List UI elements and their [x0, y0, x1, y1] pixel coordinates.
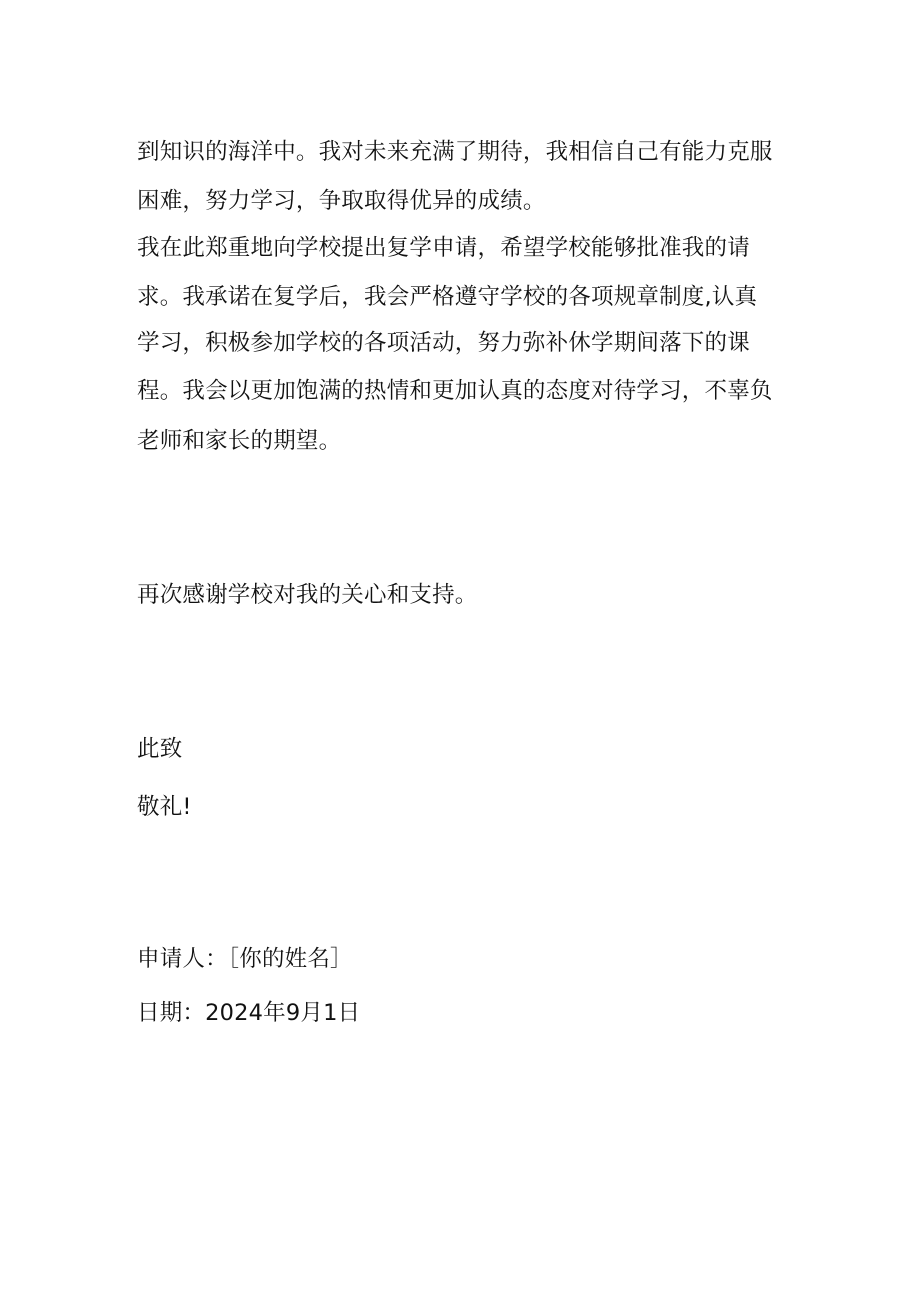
paragraph-2-line-2: 求。我承诺在复学后，我会严格遵守学校的各项规章制度,认真 [137, 284, 758, 310]
paragraph-2-line-4: 程。我会以更加饱满的热情和更加认真的态度对待学习，不辜负 [137, 378, 773, 404]
date-line: 日期：2024年9月1日 [137, 1000, 361, 1026]
paragraph-2-line-3: 学习，积极参加学校的各项活动，努力弥补休学期间落下的课 [137, 330, 750, 356]
paragraph-2-line-5: 老师和家长的期望。 [137, 428, 342, 454]
salutation-line: 敬礼! [137, 794, 192, 820]
applicant-line: 申请人：［你的姓名］ [137, 946, 353, 972]
closing-line: 此致 [137, 736, 183, 762]
paragraph-1-line-2: 困难，努力学习，争取取得优异的成绩。 [137, 188, 546, 214]
paragraph-2-line-1: 我在此郑重地向学校提出复学申请，希望学校能够批准我的请 [137, 235, 750, 261]
paragraph-1-line-1: 到知识的海洋中。我对未来充满了期待，我相信自己有能力克服 [137, 139, 773, 165]
thanks-line: 再次感谢学校对我的关心和支持。 [137, 582, 478, 608]
